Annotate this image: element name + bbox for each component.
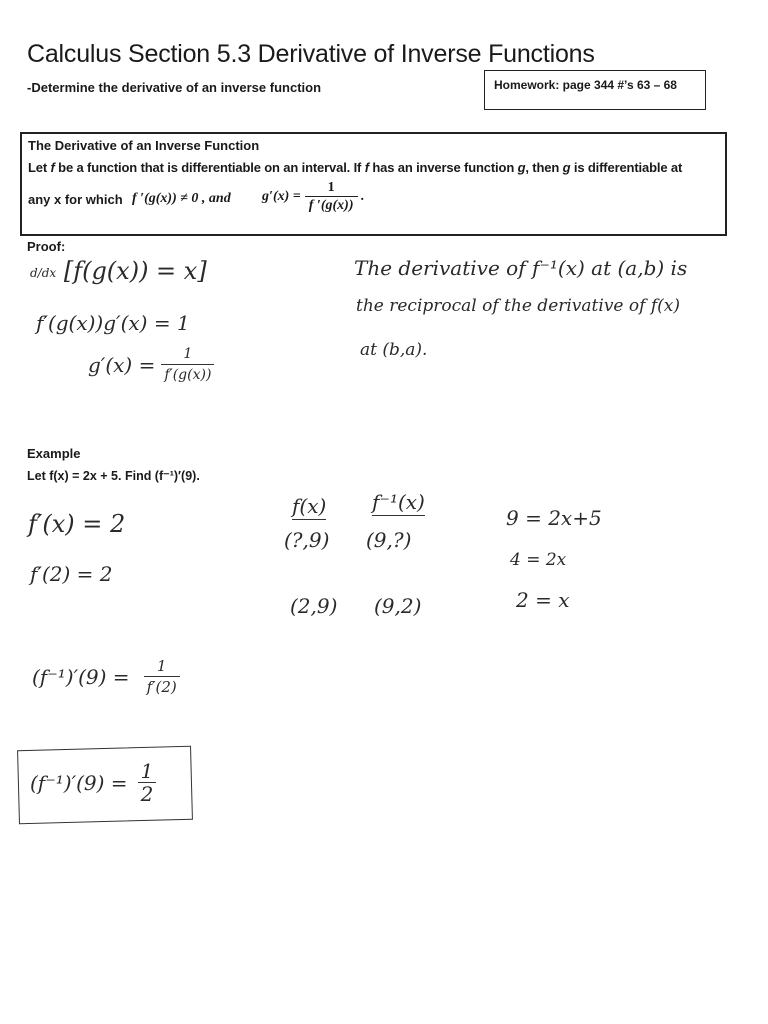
example-work-1: f′(x) = 2 bbox=[28, 510, 126, 538]
theorem-title: The Derivative of an Inverse Function bbox=[28, 138, 260, 153]
table-col2-row2: (9,2) bbox=[374, 594, 422, 618]
table-col1-head bbox=[292, 494, 326, 518]
theorem-condition-text: f ′(g(x)) ≠ 0 , and bbox=[132, 191, 231, 206]
theorem-var-g: g bbox=[562, 160, 571, 175]
derivative-operator-text: d/dx bbox=[30, 265, 57, 280]
final-answer bbox=[30, 760, 156, 805]
proof-step-3 bbox=[88, 344, 214, 385]
theorem-condition bbox=[132, 191, 231, 207]
theorem-box bbox=[20, 132, 727, 236]
proof-step-1 bbox=[30, 257, 207, 285]
table-col2-row1: (9,?) bbox=[366, 528, 412, 552]
formula-denominator: f ′(g(x)) bbox=[305, 196, 358, 214]
objective-text: -Determine the derivative of an inverse function bbox=[27, 80, 322, 95]
example-step bbox=[32, 656, 180, 697]
theorem-text: is differentiable at bbox=[570, 160, 683, 175]
theorem-statement-line1 bbox=[28, 160, 682, 175]
formula-numerator: 1 bbox=[327, 180, 335, 195]
table-col2-head bbox=[372, 490, 425, 514]
solve-step-3: 2 = x bbox=[516, 588, 570, 612]
page-title: Calculus Section 5.3 Derivative of Inverse Functions bbox=[27, 40, 595, 68]
formula-lhs: g′(x) = bbox=[262, 189, 301, 204]
homework-box: Homework: page 344 #’s 63 – 68 bbox=[484, 70, 706, 110]
example-step-numerator: 1 bbox=[156, 657, 167, 675]
table-col1-row2: (2,9) bbox=[290, 594, 338, 618]
example-step-lhs: (f⁻¹)′(9) = bbox=[32, 664, 130, 689]
proof-step-3-numerator: 1 bbox=[183, 346, 193, 362]
theorem-statement-line2: any x for which bbox=[28, 192, 123, 207]
theorem-var-f: f bbox=[364, 160, 369, 175]
formula-fraction bbox=[305, 180, 358, 214]
theorem-var-g: g bbox=[517, 160, 526, 175]
theorem-text: be a function that is differentiable on an interval. If bbox=[54, 160, 365, 175]
table-col1-head-text: f(x) bbox=[292, 494, 327, 518]
proof-step-1-expr: [f(g(x)) = x] bbox=[63, 257, 207, 285]
final-answer-numerator: 1 bbox=[140, 759, 154, 783]
solve-step-2: 4 = 2x bbox=[510, 550, 567, 570]
table-col1-row1: (?,9) bbox=[284, 528, 330, 552]
derivative-operator bbox=[30, 266, 56, 280]
proof-note-line3: at (b,a). bbox=[360, 340, 428, 360]
example-step-denominator: f′(2) bbox=[144, 676, 180, 697]
final-answer-lhs: (f⁻¹)′(9) = bbox=[30, 770, 128, 795]
final-answer-fraction bbox=[138, 760, 157, 805]
proof-step-2: f′(g(x))g′(x) = 1 bbox=[36, 311, 190, 335]
example-work-2: f′(2) = 2 bbox=[30, 562, 113, 586]
proof-note-line2: the reciprocal of the derivative of f(x) bbox=[356, 296, 680, 316]
final-answer-denominator: 2 bbox=[138, 782, 157, 805]
proof-note-line1: The derivative of f⁻¹(x) at (a,b) is bbox=[354, 256, 688, 280]
formula-period: . bbox=[360, 189, 364, 204]
table-col2-head-text: f⁻¹(x) bbox=[372, 490, 425, 514]
example-problem: Let f(x) = 2x + 5. Find (f⁻¹)′(9). bbox=[27, 469, 200, 483]
theorem-var-f: f bbox=[50, 160, 55, 175]
theorem-text: Let bbox=[28, 160, 51, 175]
theorem-text: has an inverse function bbox=[368, 160, 518, 175]
solve-step-1: 9 = 2x+5 bbox=[506, 506, 602, 530]
proof-label: Proof: bbox=[27, 239, 66, 254]
theorem-formula bbox=[262, 180, 364, 214]
proof-step-3-denominator: f′(g(x)) bbox=[161, 364, 214, 385]
theorem-text: , then bbox=[525, 160, 563, 175]
proof-step-3-lhs: g′(x) = bbox=[88, 352, 156, 377]
example-label: Example bbox=[27, 446, 81, 461]
example-step-fraction bbox=[144, 656, 180, 697]
proof-step-3-fraction bbox=[161, 344, 214, 385]
